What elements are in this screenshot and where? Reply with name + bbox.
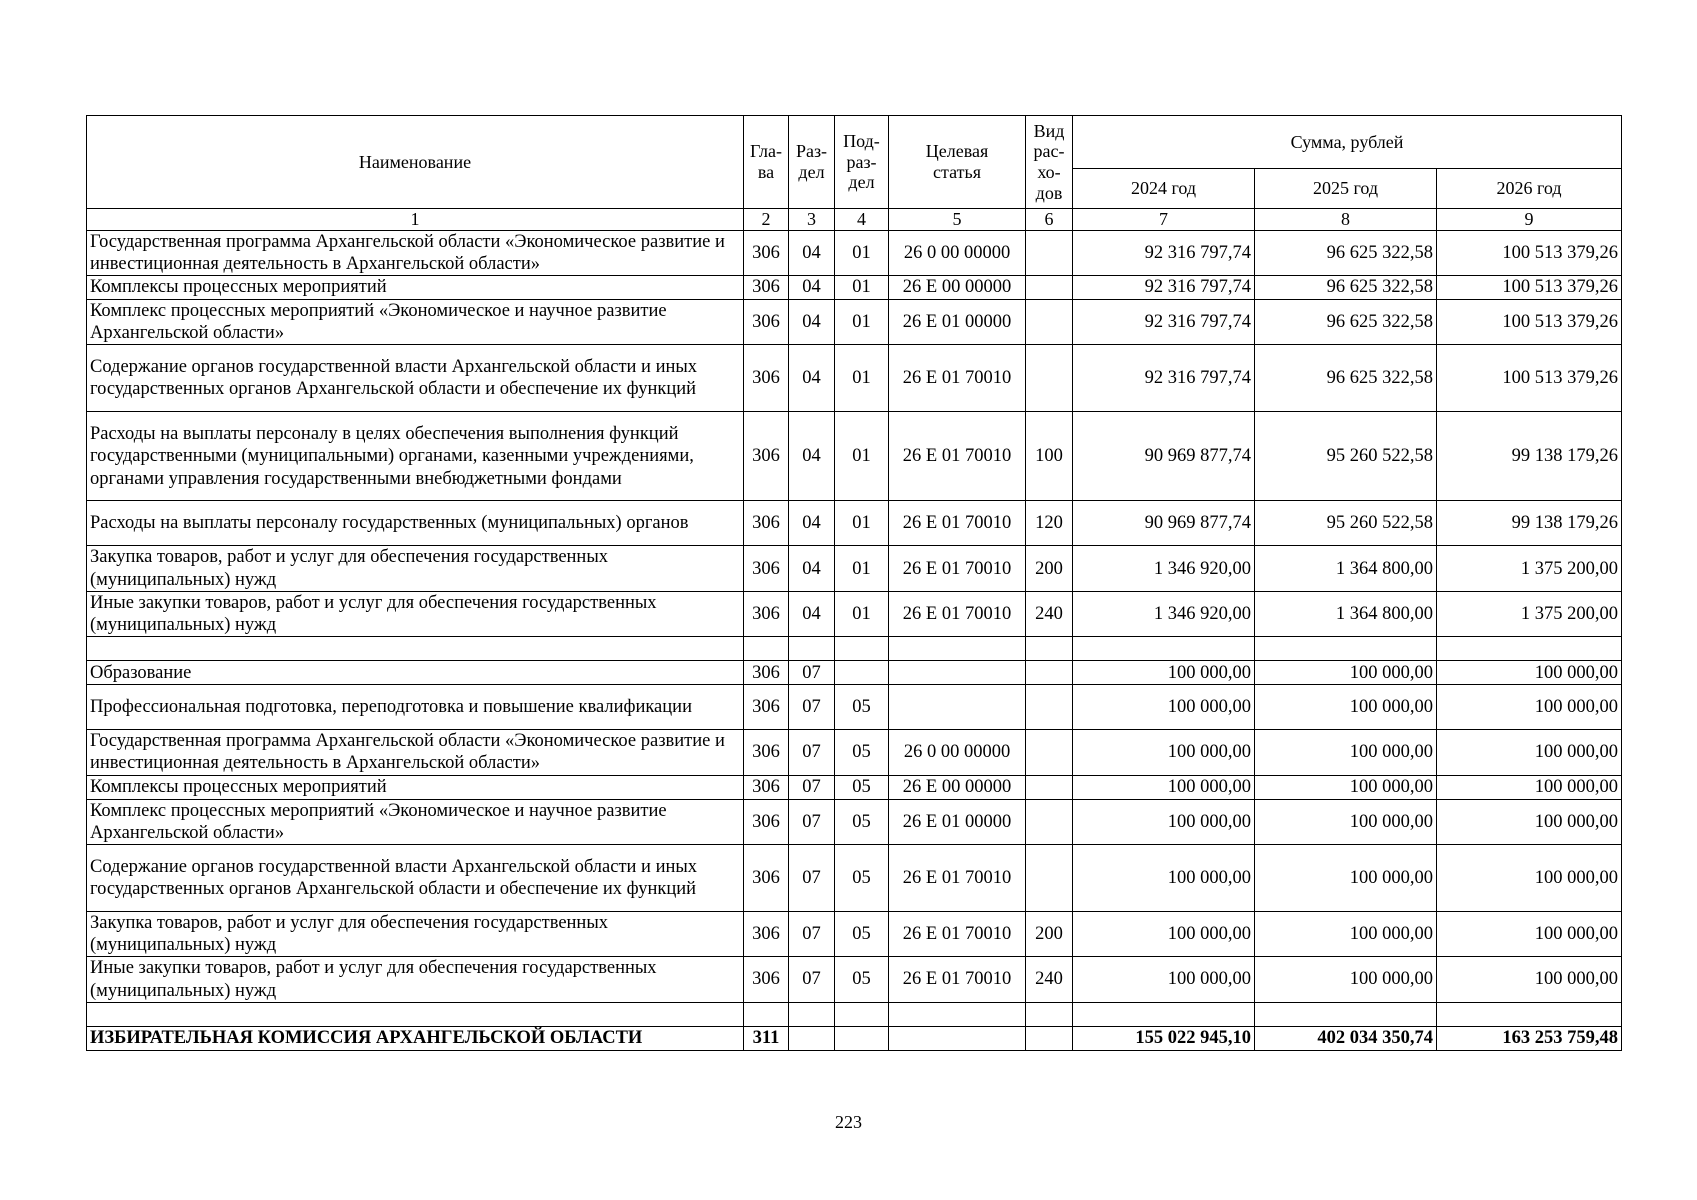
column-number: 3 (789, 209, 835, 231)
cell-razdel: 04 (789, 501, 835, 546)
cell-amount-2025: 100 000,00 (1255, 957, 1437, 1002)
cell-glava: 306 (744, 276, 789, 300)
cell-celevaya-statya (889, 661, 1026, 685)
cell-razdel: 04 (789, 276, 835, 300)
table-row (87, 661, 1622, 685)
cell-celevaya-statya: 26 Е 01 70010 (889, 591, 1026, 636)
cell-glava: 306 (744, 300, 789, 345)
table-row (87, 591, 1622, 636)
cell-amount-2025: 96 625 322,58 (1255, 345, 1437, 412)
header-vid-rashodov: Вид рас- хо- дов (1026, 116, 1073, 209)
cell-podrazdel: 05 (835, 911, 889, 956)
column-number: 1 (87, 209, 744, 231)
cell-amount-2025: 100 000,00 (1255, 661, 1437, 685)
cell-podrazdel: 01 (835, 501, 889, 546)
cell-amount-2026: 100 000,00 (1437, 685, 1622, 730)
column-number: 6 (1026, 209, 1073, 231)
cell-name: Государственная программа Архангельской области «Экономическое развитие и инвестиционная деятельность в Архангельской области» (87, 230, 744, 275)
cell-podrazdel (835, 637, 889, 661)
cell-amount-2025: 100 000,00 (1255, 685, 1437, 730)
cell-celevaya-statya: 26 Е 01 70010 (889, 844, 1026, 911)
cell-vid-rashodov (1026, 844, 1073, 911)
cell-vid-rashodov (1026, 276, 1073, 300)
cell-amount-2025: 100 000,00 (1255, 730, 1437, 775)
cell-podrazdel: 01 (835, 276, 889, 300)
table-row (87, 799, 1622, 844)
cell-amount-2024: 100 000,00 (1073, 775, 1255, 799)
cell-name: Государственная программа Архангельской области «Экономическое развитие и инвестиционная деятельность в Архангельской области» (87, 730, 744, 775)
cell-glava: 306 (744, 412, 789, 501)
column-number: 8 (1255, 209, 1437, 231)
cell-amount-2026: 100 513 379,26 (1437, 276, 1622, 300)
cell-vid-rashodov: 200 (1026, 911, 1073, 956)
column-number: 9 (1437, 209, 1622, 231)
cell-razdel: 04 (789, 345, 835, 412)
cell-amount-2026: 1 375 200,00 (1437, 591, 1622, 636)
cell-name: Расходы на выплаты персоналу в целях обеспечения выполнения функций государственными (муниципальными) органами, казенными учреждениями, органами управления государственными внебюджетными фондами (87, 412, 744, 501)
budget-table (86, 115, 1622, 1051)
header-summa: Сумма, рублей (1073, 116, 1622, 169)
cell-celevaya-statya: 26 Е 01 00000 (889, 799, 1026, 844)
cell-razdel: 07 (789, 661, 835, 685)
cell-celevaya-statya (889, 1026, 1026, 1050)
column-number: 4 (835, 209, 889, 231)
cell-vid-rashodov (1026, 775, 1073, 799)
cell-amount-2025: 95 260 522,58 (1255, 501, 1437, 546)
cell-razdel: 04 (789, 300, 835, 345)
cell-amount-2026 (1437, 637, 1622, 661)
cell-razdel: 04 (789, 546, 835, 591)
table-row (87, 501, 1622, 546)
cell-amount-2026: 99 138 179,26 (1437, 501, 1622, 546)
cell-amount-2026: 99 138 179,26 (1437, 412, 1622, 501)
cell-amount-2026: 100 000,00 (1437, 661, 1622, 685)
cell-vid-rashodov (1026, 661, 1073, 685)
table-body (87, 230, 1622, 1050)
cell-amount-2024: 1 346 920,00 (1073, 591, 1255, 636)
cell-amount-2025 (1255, 1002, 1437, 1026)
cell-amount-2024: 100 000,00 (1073, 844, 1255, 911)
cell-name: Комплекс процессных мероприятий «Экономическое и научное развитие Архангельской области» (87, 300, 744, 345)
cell-vid-rashodov: 240 (1026, 591, 1073, 636)
cell-name: Комплексы процессных мероприятий (87, 775, 744, 799)
cell-podrazdel (835, 1002, 889, 1026)
cell-celevaya-statya: 26 Е 01 70010 (889, 546, 1026, 591)
header-podrazdel: Под- раз- дел (835, 116, 889, 209)
cell-amount-2026: 100 000,00 (1437, 957, 1622, 1002)
header-year-2026: 2026 год (1437, 169, 1622, 209)
cell-amount-2024: 90 969 877,74 (1073, 501, 1255, 546)
cell-amount-2024: 100 000,00 (1073, 957, 1255, 1002)
cell-glava (744, 637, 789, 661)
cell-amount-2026: 100 000,00 (1437, 799, 1622, 844)
cell-name (87, 637, 744, 661)
header-celevaya-statya: Целевая статья (889, 116, 1026, 209)
cell-podrazdel: 05 (835, 799, 889, 844)
cell-amount-2025: 96 625 322,58 (1255, 276, 1437, 300)
cell-podrazdel: 05 (835, 775, 889, 799)
cell-amount-2025: 100 000,00 (1255, 911, 1437, 956)
cell-podrazdel: 01 (835, 412, 889, 501)
cell-glava: 306 (744, 230, 789, 275)
table-row (87, 546, 1622, 591)
cell-podrazdel: 05 (835, 685, 889, 730)
cell-amount-2026: 100 513 379,26 (1437, 300, 1622, 345)
cell-razdel: 07 (789, 911, 835, 956)
cell-glava: 306 (744, 799, 789, 844)
cell-glava: 306 (744, 591, 789, 636)
cell-name: Иные закупки товаров, работ и услуг для обеспечения государственных (муниципальных) нужд (87, 591, 744, 636)
cell-vid-rashodov (1026, 230, 1073, 275)
cell-vid-rashodov (1026, 345, 1073, 412)
table-row (87, 276, 1622, 300)
cell-vid-rashodov (1026, 1026, 1073, 1050)
cell-amount-2024: 1 346 920,00 (1073, 546, 1255, 591)
cell-glava: 306 (744, 730, 789, 775)
cell-razdel: 07 (789, 685, 835, 730)
cell-name: ИЗБИРАТЕЛЬНАЯ КОМИССИЯ АРХАНГЕЛЬСКОЙ ОБЛАСТИ (87, 1026, 744, 1050)
cell-vid-rashodov: 120 (1026, 501, 1073, 546)
cell-amount-2026: 100 513 379,26 (1437, 230, 1622, 275)
cell-podrazdel: 05 (835, 957, 889, 1002)
cell-amount-2025 (1255, 637, 1437, 661)
header-year-2024: 2024 год (1073, 169, 1255, 209)
cell-amount-2025: 1 364 800,00 (1255, 546, 1437, 591)
cell-amount-2024: 100 000,00 (1073, 685, 1255, 730)
column-number: 7 (1073, 209, 1255, 231)
cell-celevaya-statya: 26 Е 01 70010 (889, 412, 1026, 501)
cell-amount-2026 (1437, 1002, 1622, 1026)
cell-glava: 306 (744, 775, 789, 799)
spacer-row (87, 1002, 1622, 1026)
header-name: Наименование (87, 116, 744, 209)
cell-amount-2024: 92 316 797,74 (1073, 345, 1255, 412)
cell-amount-2026: 100 000,00 (1437, 730, 1622, 775)
cell-podrazdel: 05 (835, 730, 889, 775)
cell-amount-2026: 163 253 759,48 (1437, 1026, 1622, 1050)
cell-amount-2026: 1 375 200,00 (1437, 546, 1622, 591)
cell-celevaya-statya: 26 Е 01 70010 (889, 911, 1026, 956)
cell-glava: 306 (744, 661, 789, 685)
cell-vid-rashodov (1026, 730, 1073, 775)
cell-vid-rashodov: 100 (1026, 412, 1073, 501)
cell-razdel (789, 1002, 835, 1026)
table-row (87, 412, 1622, 501)
cell-amount-2025: 95 260 522,58 (1255, 412, 1437, 501)
cell-celevaya-statya: 26 Е 01 70010 (889, 345, 1026, 412)
cell-glava: 306 (744, 546, 789, 591)
cell-podrazdel: 01 (835, 591, 889, 636)
cell-amount-2025: 1 364 800,00 (1255, 591, 1437, 636)
cell-razdel: 07 (789, 775, 835, 799)
cell-razdel: 07 (789, 957, 835, 1002)
table-row (87, 957, 1622, 1002)
cell-amount-2025: 100 000,00 (1255, 775, 1437, 799)
cell-glava: 306 (744, 345, 789, 412)
cell-amount-2025: 96 625 322,58 (1255, 230, 1437, 275)
cell-celevaya-statya: 26 Е 01 70010 (889, 501, 1026, 546)
cell-razdel (789, 637, 835, 661)
cell-name: Комплексы процессных мероприятий (87, 276, 744, 300)
table-row (87, 911, 1622, 956)
cell-amount-2025: 100 000,00 (1255, 799, 1437, 844)
cell-podrazdel: 01 (835, 546, 889, 591)
cell-glava: 306 (744, 911, 789, 956)
cell-vid-rashodov (1026, 799, 1073, 844)
spacer-row (87, 637, 1622, 661)
cell-razdel: 04 (789, 230, 835, 275)
cell-amount-2024: 90 969 877,74 (1073, 412, 1255, 501)
cell-name: Расходы на выплаты персоналу государственных (муниципальных) органов (87, 501, 744, 546)
cell-amount-2024 (1073, 1002, 1255, 1026)
table-row (87, 345, 1622, 412)
cell-celevaya-statya (889, 685, 1026, 730)
cell-podrazdel: 01 (835, 230, 889, 275)
cell-name (87, 1002, 744, 1026)
cell-vid-rashodov: 240 (1026, 957, 1073, 1002)
cell-amount-2026: 100 000,00 (1437, 844, 1622, 911)
table-row (87, 230, 1622, 275)
cell-razdel: 04 (789, 591, 835, 636)
cell-name: Содержание органов государственной власти Архангельской области и иных государственных органов Архангельской области и обеспечение их функций (87, 844, 744, 911)
cell-vid-rashodov (1026, 637, 1073, 661)
cell-razdel (789, 1026, 835, 1050)
cell-name: Профессиональная подготовка, переподготовка и повышение квалификации (87, 685, 744, 730)
cell-celevaya-statya: 26 0 00 00000 (889, 730, 1026, 775)
cell-name: Образование (87, 661, 744, 685)
column-number: 5 (889, 209, 1026, 231)
header-razdel: Раз- дел (789, 116, 835, 209)
page-number: 223 (835, 1112, 862, 1132)
cell-glava: 306 (744, 844, 789, 911)
cell-podrazdel: 05 (835, 844, 889, 911)
cell-celevaya-statya: 26 Е 00 00000 (889, 276, 1026, 300)
cell-amount-2024: 92 316 797,74 (1073, 300, 1255, 345)
cell-vid-rashodov (1026, 1002, 1073, 1026)
table-row (87, 685, 1622, 730)
table-row (87, 844, 1622, 911)
cell-name: Закупка товаров, работ и услуг для обеспечения государственных (муниципальных) нужд (87, 546, 744, 591)
cell-celevaya-statya: 26 Е 01 00000 (889, 300, 1026, 345)
cell-amount-2026: 100 000,00 (1437, 911, 1622, 956)
total-row (87, 1026, 1622, 1050)
cell-razdel: 07 (789, 730, 835, 775)
cell-glava (744, 1002, 789, 1026)
table-row (87, 730, 1622, 775)
cell-razdel: 07 (789, 799, 835, 844)
cell-celevaya-statya (889, 637, 1026, 661)
cell-amount-2024: 100 000,00 (1073, 799, 1255, 844)
cell-amount-2024: 100 000,00 (1073, 911, 1255, 956)
cell-celevaya-statya: 26 0 00 00000 (889, 230, 1026, 275)
cell-name: Закупка товаров, работ и услуг для обеспечения государственных (муниципальных) нужд (87, 911, 744, 956)
cell-name: Содержание органов государственной власти Архангельской области и иных государственных органов Архангельской области и обеспечение их функций (87, 345, 744, 412)
cell-name: Комплекс процессных мероприятий «Экономическое и научное развитие Архангельской области» (87, 799, 744, 844)
cell-amount-2025: 100 000,00 (1255, 844, 1437, 911)
cell-celevaya-statya: 26 Е 01 70010 (889, 957, 1026, 1002)
cell-amount-2024: 155 022 945,10 (1073, 1026, 1255, 1050)
cell-name: Иные закупки товаров, работ и услуг для обеспечения государственных (муниципальных) нужд (87, 957, 744, 1002)
header-year-2025: 2025 год (1255, 169, 1437, 209)
cell-razdel: 04 (789, 412, 835, 501)
cell-amount-2024: 100 000,00 (1073, 730, 1255, 775)
cell-glava: 306 (744, 957, 789, 1002)
cell-amount-2024: 92 316 797,74 (1073, 276, 1255, 300)
column-number-row (87, 209, 1622, 231)
cell-vid-rashodov (1026, 685, 1073, 730)
cell-celevaya-statya (889, 1002, 1026, 1026)
cell-amount-2024: 92 316 797,74 (1073, 230, 1255, 275)
cell-amount-2024: 100 000,00 (1073, 661, 1255, 685)
cell-vid-rashodov (1026, 300, 1073, 345)
column-number: 2 (744, 209, 789, 231)
header-glava: Гла- ва (744, 116, 789, 209)
cell-amount-2024 (1073, 637, 1255, 661)
cell-podrazdel: 01 (835, 300, 889, 345)
cell-amount-2025: 96 625 322,58 (1255, 300, 1437, 345)
cell-glava: 311 (744, 1026, 789, 1050)
cell-amount-2025: 402 034 350,74 (1255, 1026, 1437, 1050)
cell-amount-2026: 100 513 379,26 (1437, 345, 1622, 412)
cell-podrazdel (835, 661, 889, 685)
cell-podrazdel: 01 (835, 345, 889, 412)
cell-razdel: 07 (789, 844, 835, 911)
cell-podrazdel (835, 1026, 889, 1050)
cell-amount-2026: 100 000,00 (1437, 775, 1622, 799)
cell-celevaya-statya: 26 Е 00 00000 (889, 775, 1026, 799)
cell-glava: 306 (744, 501, 789, 546)
cell-glava: 306 (744, 685, 789, 730)
table-row (87, 300, 1622, 345)
cell-vid-rashodov: 200 (1026, 546, 1073, 591)
table-row (87, 775, 1622, 799)
